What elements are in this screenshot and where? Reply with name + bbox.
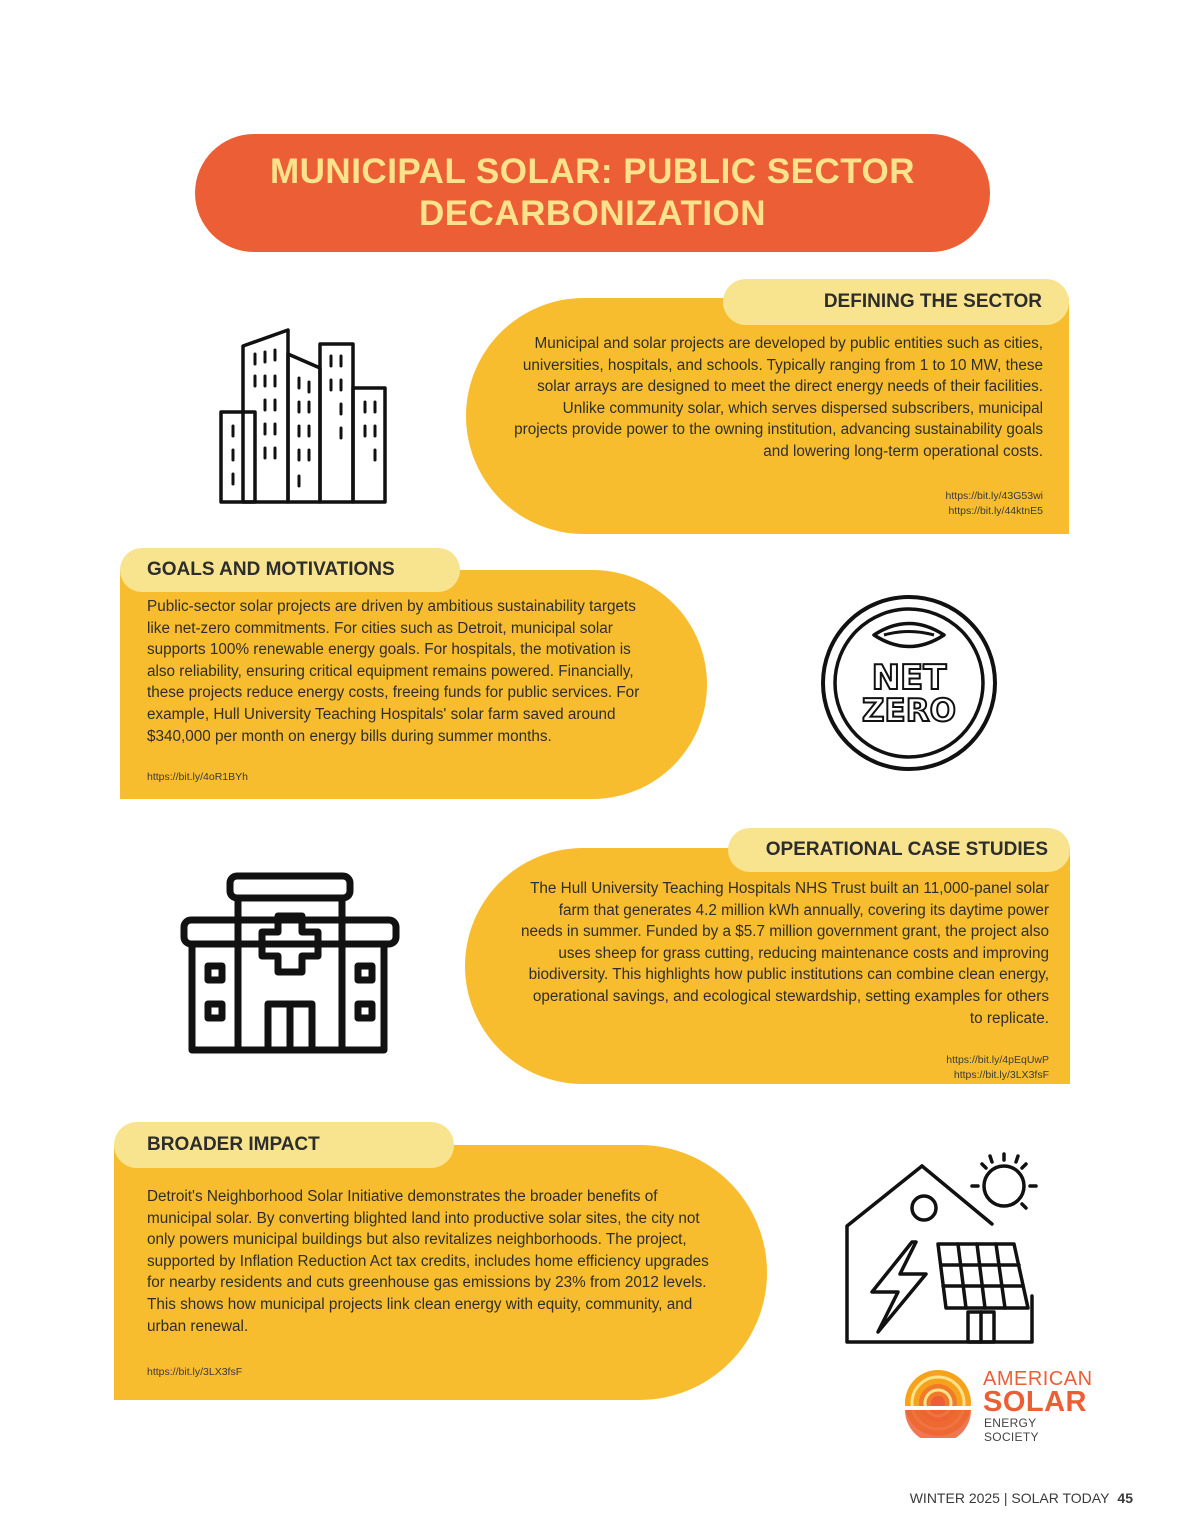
sun-logo-icon	[903, 1368, 975, 1438]
defining-heading-pill	[723, 279, 1069, 325]
cases-heading-pill	[728, 828, 1070, 872]
logo-line-solar: SOLAR	[983, 1386, 1087, 1418]
impact-heading: BROADER IMPACT	[147, 1134, 320, 1155]
ases-logo	[903, 1368, 1093, 1444]
page-number: 45	[1117, 1490, 1133, 1506]
source-link[interactable]: https://bit.ly/3LX3fsF	[147, 1366, 243, 1378]
cases-heading: OPERATIONAL CASE STUDIES	[765, 839, 1048, 860]
goals-body: Public-sector solar projects are driven by ambitious sustainability targets like net-zero commitments. For cities such as Detroit, municipal solar supports 100% renewable energy goals. For hospitals, the motivation is also reliability, ensuring critical equipment remains powered. Financially, these projects reduce energy costs, freeing funds for public services. For example, Hull University Teaching Hospitals' solar farm saved around $340,000 per month on energy bills during summer months.	[147, 598, 640, 745]
cases-body: The Hull University Teaching Hospitals NHS Trust built an 11,000-panel solar farm that generates 4.2 million kWh annually, covering its daytime power needs in summer. Funded by a $5.7 million government grant, the project also uses sheep for grass cutting, reducing maintenance costs and improving biodiversity. This highlights how public institutions can combine clean energy, operational savings, and ecological stewardship, setting examples for others to replicate.	[520, 880, 1049, 1027]
impact-body: Detroit's Neighborhood Solar Initiative demonstrates the broader benefits of municipal solar. By converting blighted land into productive solar sites, the city not only powers municipal buildings but also revitalizes neighborhoods. The project, supported by Inflation Reduction Act tax credits, includes home efficiency upgrades for nearby residents and cuts greenhouse gas emissions by 23% from 2012 levels. This shows how municipal projects link clean energy with equity, community, and urban renewal.	[147, 1188, 709, 1335]
issue-label: WINTER 2025 | SOLAR TODAY	[909, 1490, 1110, 1506]
solar-house-icon	[842, 1146, 1052, 1346]
defining-sources	[843, 489, 1043, 519]
logo-line-energy-society: ENERGY SOCIETY	[984, 1416, 1039, 1444]
page-footer	[910, 1490, 1133, 1506]
title-banner	[195, 134, 990, 252]
net-zero-text-net: NET	[871, 658, 947, 698]
hospital-icon	[178, 870, 402, 1058]
goals-sources	[147, 770, 347, 785]
impact-heading-pill	[114, 1122, 454, 1168]
defining-heading: DEFINING THE SECTOR	[823, 291, 1042, 312]
impact-sources	[147, 1365, 347, 1380]
net-zero-icon	[818, 592, 1000, 774]
goals-heading-pill	[120, 548, 460, 592]
cases-sources	[849, 1053, 1049, 1083]
source-link[interactable]: https://bit.ly/4pEqUwP	[946, 1054, 1049, 1066]
page-title: MUNICIPAL SOLAR: PUBLIC SECTOR DECARBONIZATION	[269, 152, 916, 233]
logo-line-american: AMERICAN	[983, 1368, 1093, 1390]
source-link[interactable]: https://bit.ly/4oR1BYh	[147, 771, 248, 783]
source-link[interactable]: https://bit.ly/44ktnE5	[948, 505, 1043, 517]
source-link[interactable]: https://bit.ly/3LX3fsF	[953, 1069, 1049, 1081]
goals-heading: GOALS AND MOTIVATIONS	[147, 559, 395, 580]
city-buildings-icon	[215, 326, 395, 508]
net-zero-text-zero: ZERO	[862, 693, 956, 729]
defining-body: Municipal and solar projects are developed by public entities such as cities, universities, hospitals, and schools. Typically ranging from 1 to 10 MW, these solar arrays are designed to meet the direct energy needs of their facilities. Unlike community solar, which serves dispersed subscribers, municipal projects provide power to the owning institution, advancing sustainability goals and lowering long-term operational costs.	[514, 335, 1043, 460]
source-link[interactable]: https://bit.ly/43G53wi	[945, 490, 1043, 502]
